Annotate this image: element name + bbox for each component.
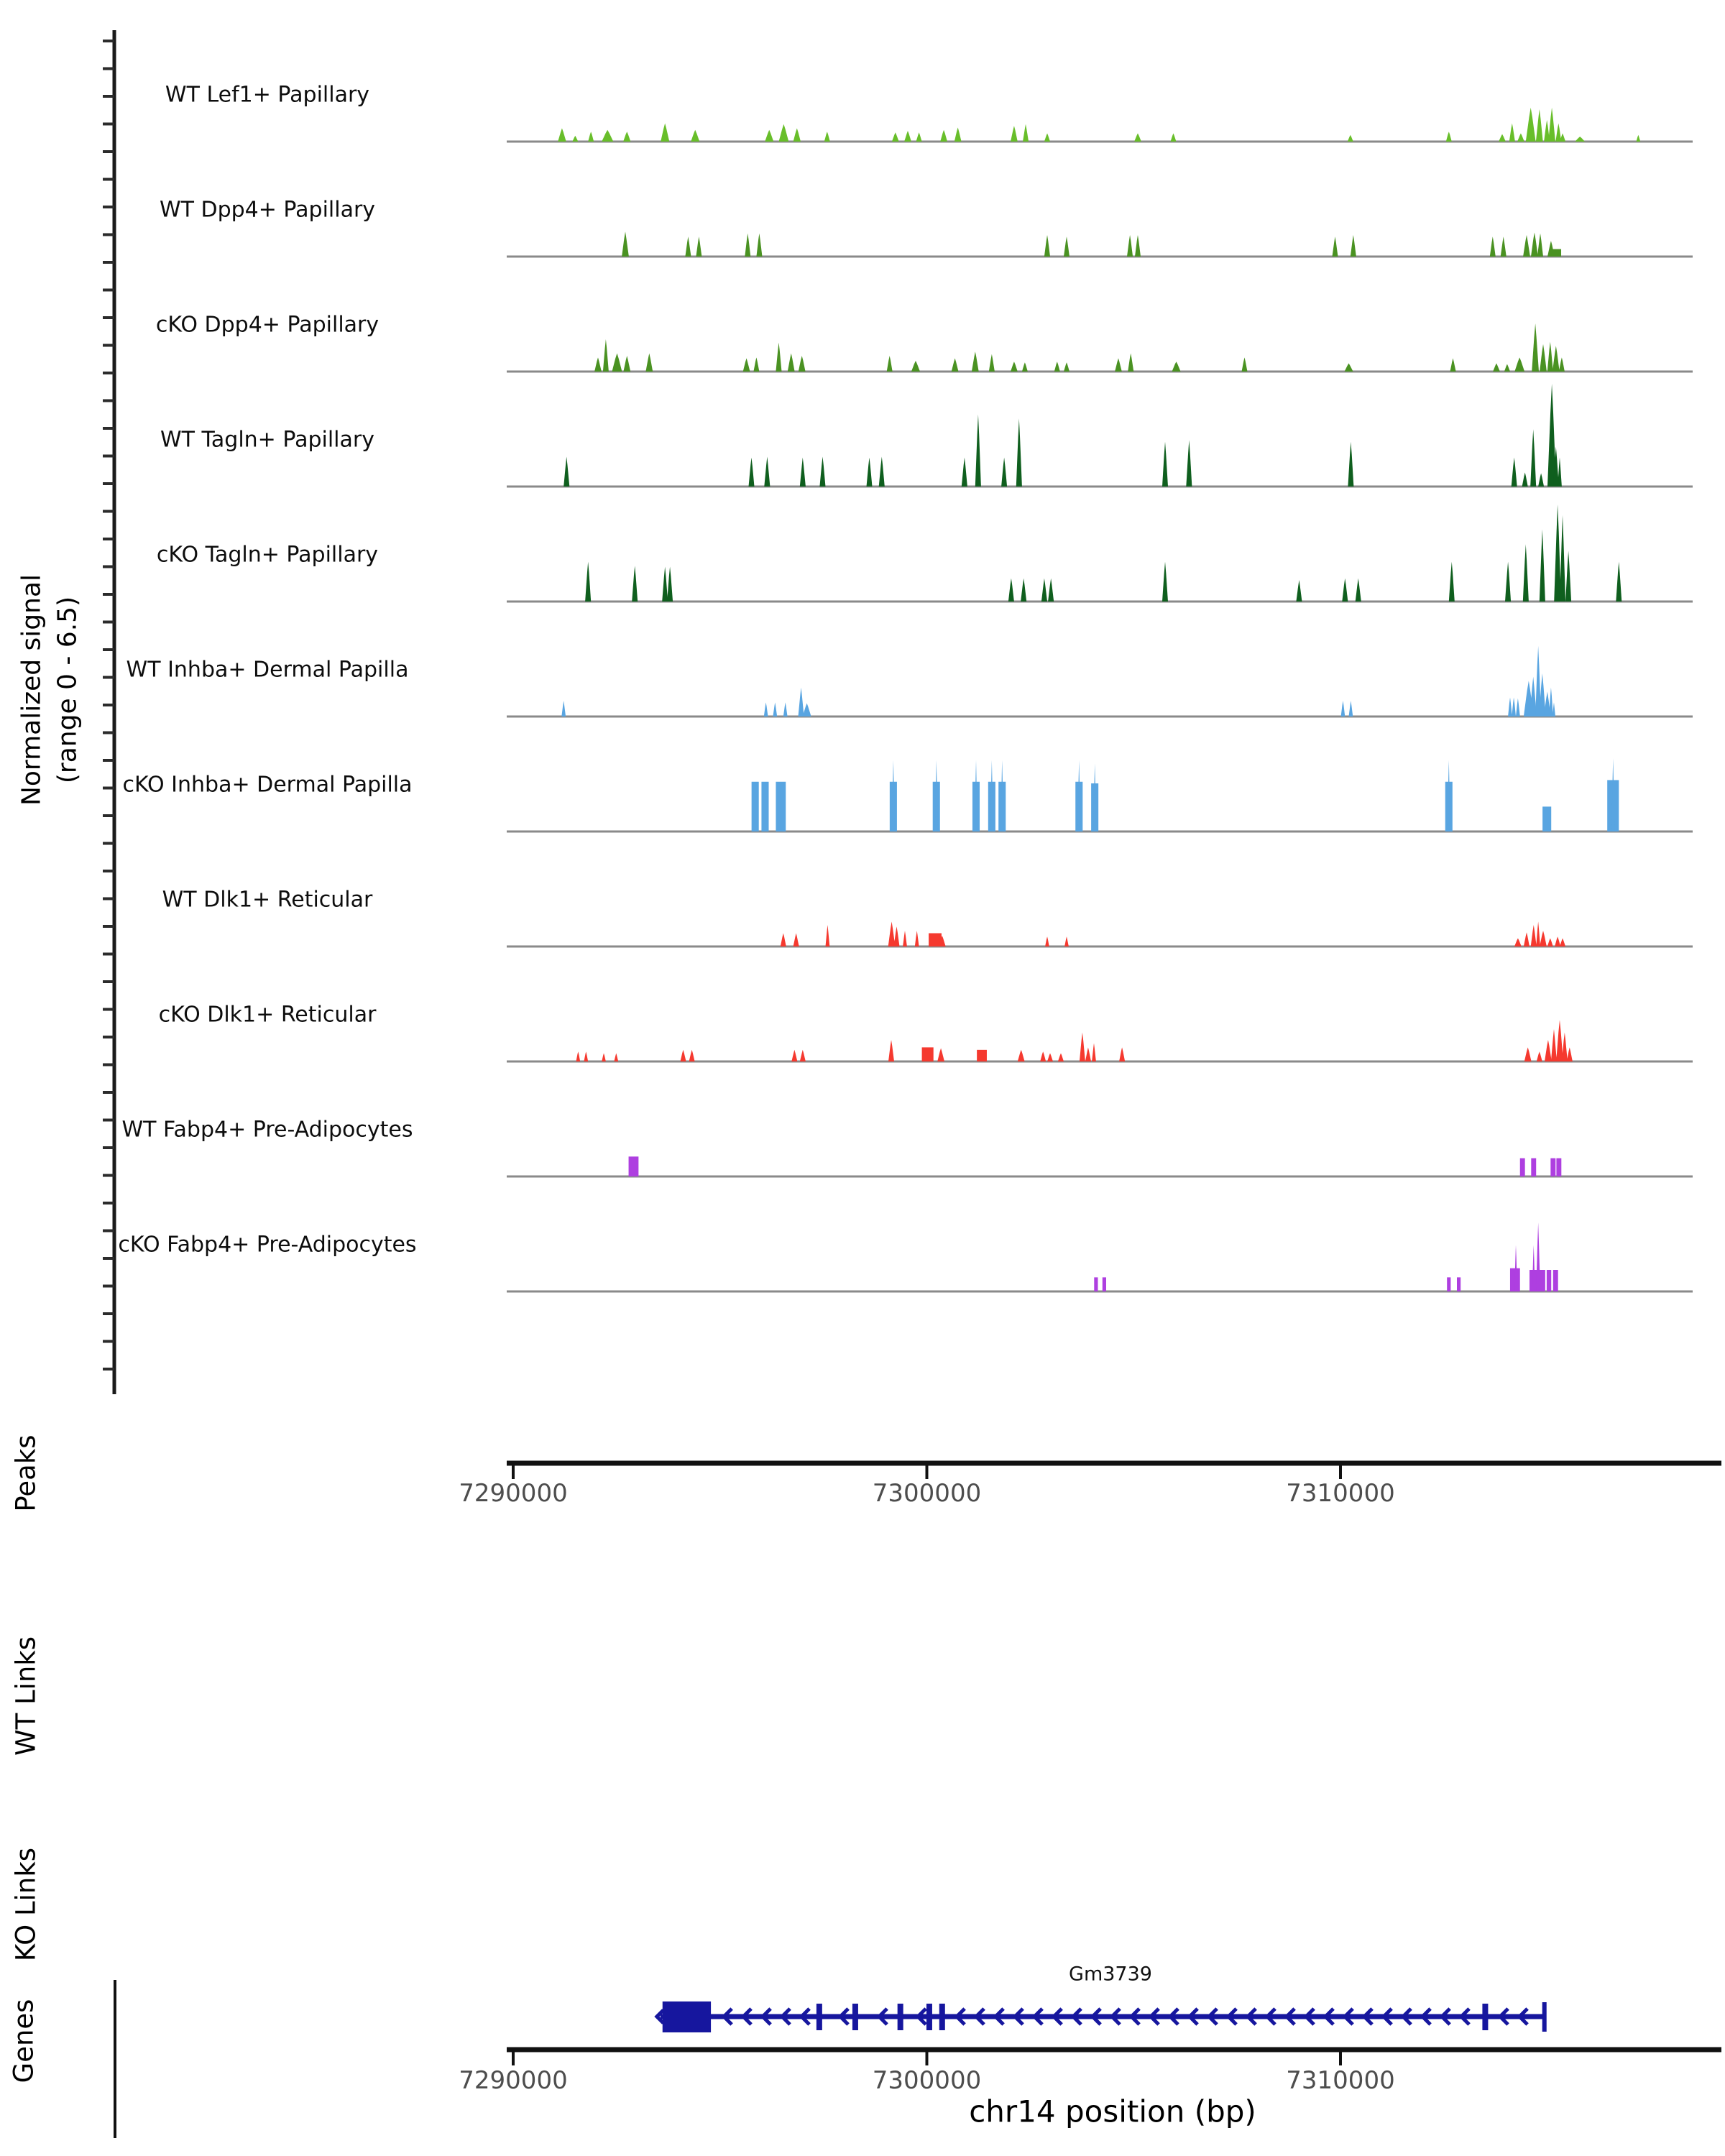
- coverage-peak: [1054, 361, 1060, 372]
- track-label: WT Tagln+ Papillary: [160, 427, 374, 453]
- coverage-peak: [685, 236, 691, 257]
- coverage-peak: [1514, 939, 1522, 947]
- coverage-peak: [1523, 544, 1529, 602]
- coverage-peak: [1516, 699, 1520, 717]
- coverage-peak: [800, 458, 806, 487]
- coverage-peak: [1041, 579, 1047, 602]
- coverage-peak: [1351, 235, 1356, 257]
- coverage-peak: [1115, 359, 1122, 372]
- coverage-peak: [614, 1054, 618, 1062]
- coverage-peak: [1064, 236, 1070, 257]
- coverage-peak: [781, 934, 786, 947]
- section-label-ko-links: KO Links: [10, 1847, 42, 1962]
- coverage-peak: [1545, 1040, 1552, 1061]
- coverage-peak: [1242, 357, 1248, 372]
- coverage-peak: [612, 354, 622, 372]
- coverage-peak: [1536, 1222, 1540, 1291]
- coverage-peak: [773, 702, 777, 717]
- gene-exon-tick: [1482, 2004, 1488, 2030]
- coverage-peak: [916, 132, 922, 142]
- coverage-peak: [888, 921, 896, 946]
- coverage-peak: [1505, 562, 1511, 602]
- coverage-peak: [1531, 925, 1537, 946]
- coverage-peak: [1560, 939, 1565, 947]
- coverage-peak: [1548, 108, 1555, 142]
- coverage-peak: [1567, 1047, 1573, 1061]
- coverage-peak: [779, 124, 789, 142]
- x-tick-label: 7300000: [872, 1479, 982, 1508]
- coverage-peak: [1550, 1158, 1555, 1176]
- coverage-peak: [1064, 362, 1070, 372]
- coverage-peak: [1119, 1047, 1125, 1061]
- coverage-peak: [689, 1050, 695, 1061]
- coverage-peak: [791, 1050, 797, 1061]
- coverage-peak: [803, 704, 811, 717]
- coverage-peak: [1575, 137, 1585, 142]
- coverage-peak: [1551, 1029, 1557, 1061]
- coverage-peak: [629, 1156, 639, 1176]
- y-axis-label-line2: (range 0 - 6.5): [52, 596, 83, 784]
- coverage-peak: [1554, 505, 1561, 602]
- coverage-peak: [1556, 1158, 1561, 1176]
- x-tick-label: 7290000: [459, 1479, 568, 1508]
- coverage-peak: [1616, 562, 1622, 602]
- coverage-peak: [799, 356, 806, 372]
- coverage-peak: [1162, 562, 1168, 602]
- coverage-peak: [756, 234, 762, 257]
- coverage-peak: [1499, 134, 1506, 142]
- x-tick-label: 7310000: [1286, 1479, 1395, 1508]
- coverage-peak: [1540, 530, 1545, 602]
- coverage-peak: [892, 132, 899, 142]
- coverage-peak: [1530, 429, 1536, 487]
- coverage-peak: [1085, 1047, 1091, 1061]
- coverage-peak: [1493, 364, 1500, 372]
- section-label-wt-links: WT Links: [10, 1636, 42, 1756]
- track-label: WT Lef1+ Papillary: [165, 82, 370, 108]
- coverage-peak: [1040, 1051, 1046, 1061]
- coverage-peak: [1538, 474, 1544, 487]
- coverage-peak: [887, 356, 893, 372]
- coverage-peak: [1044, 134, 1050, 142]
- coverage-peak: [1349, 701, 1353, 717]
- x-axis-label: chr14 position (bp): [969, 2093, 1256, 2129]
- coverage-peak: [1547, 342, 1553, 372]
- coverage-peak: [1553, 1270, 1558, 1291]
- coverage-peak: [1058, 1054, 1064, 1062]
- coverage-peak: [1565, 551, 1571, 602]
- coverage-peak: [1356, 579, 1361, 602]
- coverage-peak: [1556, 1020, 1563, 1061]
- coverage-peak: [1547, 939, 1553, 947]
- coverage-peak: [1348, 442, 1353, 487]
- coverage-peak: [576, 1051, 581, 1061]
- coverage-peak: [584, 1051, 588, 1061]
- track-label: WT Inhba+ Dermal Papilla: [126, 657, 409, 683]
- coverage-peak: [915, 931, 919, 946]
- coverage-peak: [1532, 1245, 1535, 1291]
- coverage-peak: [1080, 1033, 1085, 1061]
- track-label: cKO Dlk1+ Reticular: [158, 1002, 377, 1028]
- coverage-peak: [1537, 234, 1543, 257]
- gene-exon-tick: [852, 2004, 858, 2030]
- coverage-peak: [661, 124, 669, 142]
- coverage-peak: [765, 130, 773, 142]
- coverage-peak: [788, 354, 795, 372]
- coverage-peak: [1531, 233, 1538, 257]
- coverage-peak: [1092, 1044, 1096, 1061]
- coverage-peak: [681, 1050, 686, 1061]
- track-label: WT Dlk1+ Reticular: [162, 887, 373, 913]
- coverage-peak: [911, 361, 920, 372]
- coverage-peak: [1001, 458, 1007, 487]
- section-label-genes: Genes: [8, 1999, 40, 2083]
- coverage-peak: [1637, 135, 1641, 142]
- coverage-peak: [867, 458, 873, 487]
- coverage-peak: [1536, 109, 1543, 142]
- coverage-peak: [1018, 1050, 1025, 1061]
- coverage-peak: [1457, 1277, 1460, 1291]
- coverage-peak: [761, 782, 768, 831]
- coverage-peak: [1094, 1277, 1098, 1291]
- coverage-peak: [826, 925, 830, 946]
- coverage-peak: [1512, 698, 1516, 717]
- coverage-peak: [1531, 1158, 1536, 1176]
- coverage-peak: [1348, 135, 1353, 142]
- coverage-peak: [1021, 579, 1026, 602]
- coverage-peak: [1560, 515, 1565, 602]
- coverage-peak: [1449, 562, 1455, 602]
- coverage-peak: [1172, 361, 1181, 372]
- coverage-peak: [667, 567, 673, 602]
- coverage-peak: [904, 131, 911, 142]
- coverage-peak: [1524, 1047, 1532, 1061]
- coverage-peak: [903, 931, 907, 946]
- coverage-peak: [1542, 806, 1551, 831]
- coverage-peak: [564, 457, 569, 487]
- coverage-peak: [1547, 1270, 1551, 1291]
- coverage-peak: [1536, 921, 1540, 946]
- track-label: cKO Tagln+ Papillary: [156, 542, 379, 568]
- gene-end-bar: [1542, 2002, 1547, 2032]
- coverage-peak: [1341, 701, 1346, 717]
- coverage-peak: [585, 562, 591, 602]
- coverage-peak: [922, 1047, 934, 1061]
- coverage-peak: [794, 934, 799, 947]
- coverage-peak: [645, 354, 653, 372]
- coverage-peak: [1555, 124, 1561, 142]
- coverage-peak: [1023, 124, 1029, 142]
- coverage-peak: [962, 458, 967, 487]
- coverage-peak: [1342, 579, 1348, 602]
- coverage-peak: [1537, 1051, 1542, 1061]
- coverage-peak: [776, 343, 781, 372]
- coverage-peak: [794, 129, 801, 142]
- coverage-peak: [1044, 235, 1050, 257]
- coverage-peak: [1559, 357, 1565, 372]
- coverage-peak: [1509, 124, 1515, 142]
- track-label: cKO Fabp4+ Pre-Adipocytes: [118, 1232, 417, 1258]
- coverage-peak: [1446, 132, 1452, 142]
- coverage-peak: [743, 359, 750, 372]
- coverage-peak: [1447, 1277, 1450, 1291]
- coverage-peak: [800, 1050, 806, 1061]
- coverage-peak: [1128, 354, 1133, 372]
- coverage-peak: [745, 234, 750, 257]
- coverage-peak: [594, 357, 602, 372]
- coverage-peak: [1540, 344, 1547, 372]
- coverage-peak: [602, 1054, 606, 1062]
- coverage-peak: [1526, 108, 1536, 142]
- coverage-peak: [952, 359, 959, 372]
- coverage-peak: [662, 567, 668, 602]
- coverage-peak: [1532, 323, 1539, 372]
- coverage-peak: [623, 356, 630, 372]
- coverage-peak: [819, 457, 825, 487]
- coverage-peak: [764, 457, 770, 487]
- coverage-peak: [1504, 364, 1510, 372]
- coverage-peak: [1008, 579, 1014, 602]
- coverage-peak: [1103, 1277, 1106, 1291]
- coverage-peak: [1558, 458, 1562, 487]
- coverage-peak: [1016, 418, 1022, 487]
- gene-exon-tick: [939, 2004, 945, 2030]
- coverage-peak: [622, 231, 629, 257]
- coverage-peak: [1127, 235, 1133, 257]
- coverage-peak: [691, 130, 699, 142]
- gene-exon-tick: [898, 2004, 903, 2030]
- coverage-peak: [1134, 134, 1141, 142]
- coverage-peak: [1186, 440, 1192, 487]
- coverage-peak: [1549, 688, 1553, 717]
- gene-exon-tick: [926, 2004, 932, 2030]
- x-tick-label: 7290000: [459, 2066, 568, 2095]
- coverage-peak: [940, 130, 947, 142]
- coverage-peak: [1508, 698, 1512, 717]
- gene-exon-box: [663, 2001, 711, 2032]
- coverage-peak: [572, 136, 578, 142]
- coverage-peak: [1552, 249, 1561, 257]
- coverage-peak: [1555, 936, 1560, 946]
- coverage-peak: [1135, 235, 1141, 257]
- coverage-peak: [1296, 580, 1302, 602]
- coverage-peak: [1171, 134, 1177, 142]
- track-label: cKO Dpp4+ Papillary: [155, 312, 380, 338]
- gene-exon-tick: [816, 2004, 822, 2030]
- coverage-peak: [824, 132, 830, 142]
- coverage-peak: [937, 1049, 944, 1062]
- coverage-peak: [1562, 1033, 1568, 1061]
- x-tick-label: 7300000: [872, 2066, 982, 2095]
- coverage-peak: [1523, 235, 1530, 257]
- coverage-peak: [1047, 1054, 1053, 1062]
- coverage-peak: [696, 236, 702, 257]
- coverage-peak: [1512, 458, 1517, 487]
- coverage-peak: [972, 351, 979, 372]
- track-label: WT Dpp4+ Papillary: [159, 197, 376, 223]
- coverage-peak: [1552, 702, 1555, 717]
- coverage-peak: [783, 702, 788, 717]
- coverage-peak: [975, 415, 981, 487]
- coverage-peak: [623, 132, 630, 142]
- coverage-peak: [588, 132, 594, 142]
- coverage-peak: [1022, 362, 1028, 372]
- coverage-peak: [1552, 346, 1560, 372]
- coverage-peak: [561, 701, 566, 717]
- coverage-peak: [954, 127, 962, 142]
- coverage-peak: [799, 688, 804, 717]
- coverage-peak: [1517, 134, 1524, 142]
- coverage-peak: [749, 458, 755, 487]
- coverage-peak: [1501, 236, 1506, 257]
- coverage-peak: [1064, 936, 1069, 946]
- coverage-peak: [602, 130, 613, 142]
- coverage-peak: [1011, 361, 1018, 372]
- coverage-peak: [1048, 579, 1054, 602]
- coverage-peak: [1345, 364, 1353, 372]
- coverage-peak: [1162, 442, 1168, 487]
- coverage-peak: [603, 339, 609, 372]
- coverage-peak: [764, 702, 768, 717]
- coverage-peak: [989, 354, 995, 372]
- coverage-peak: [1514, 357, 1524, 372]
- coverage-peak: [752, 782, 759, 831]
- y-axis-label-line1: Normalized signal: [17, 573, 47, 806]
- coverage-peak: [894, 926, 900, 946]
- coverage-peak: [1522, 472, 1528, 487]
- coverage-peak: [1524, 932, 1530, 946]
- coverage-peak: [632, 566, 638, 602]
- coverage-peak: [558, 129, 566, 142]
- coverage-peak: [1333, 236, 1338, 257]
- coverage-peak: [1450, 359, 1456, 372]
- gene-name-label: Gm3739: [1069, 1963, 1152, 1986]
- coverage-peak: [1045, 936, 1049, 946]
- track-label: WT Fabp4+ Pre-Adipocytes: [121, 1117, 413, 1143]
- coverage-peak: [1490, 236, 1496, 257]
- coverage-peak: [879, 457, 885, 487]
- section-label-peaks: Peaks: [10, 1434, 42, 1512]
- coverage-peak: [753, 357, 759, 372]
- track-label: cKO Inhba+ Dermal Papilla: [122, 772, 413, 798]
- coverage-peak: [1011, 126, 1018, 142]
- coverage-peak: [776, 782, 786, 831]
- coverage-peak: [1540, 931, 1547, 946]
- coverage-peak: [977, 1050, 987, 1061]
- coverage-peak: [1520, 1158, 1525, 1176]
- coverage-peak: [888, 1040, 894, 1061]
- x-tick-label: 7310000: [1286, 2066, 1395, 2095]
